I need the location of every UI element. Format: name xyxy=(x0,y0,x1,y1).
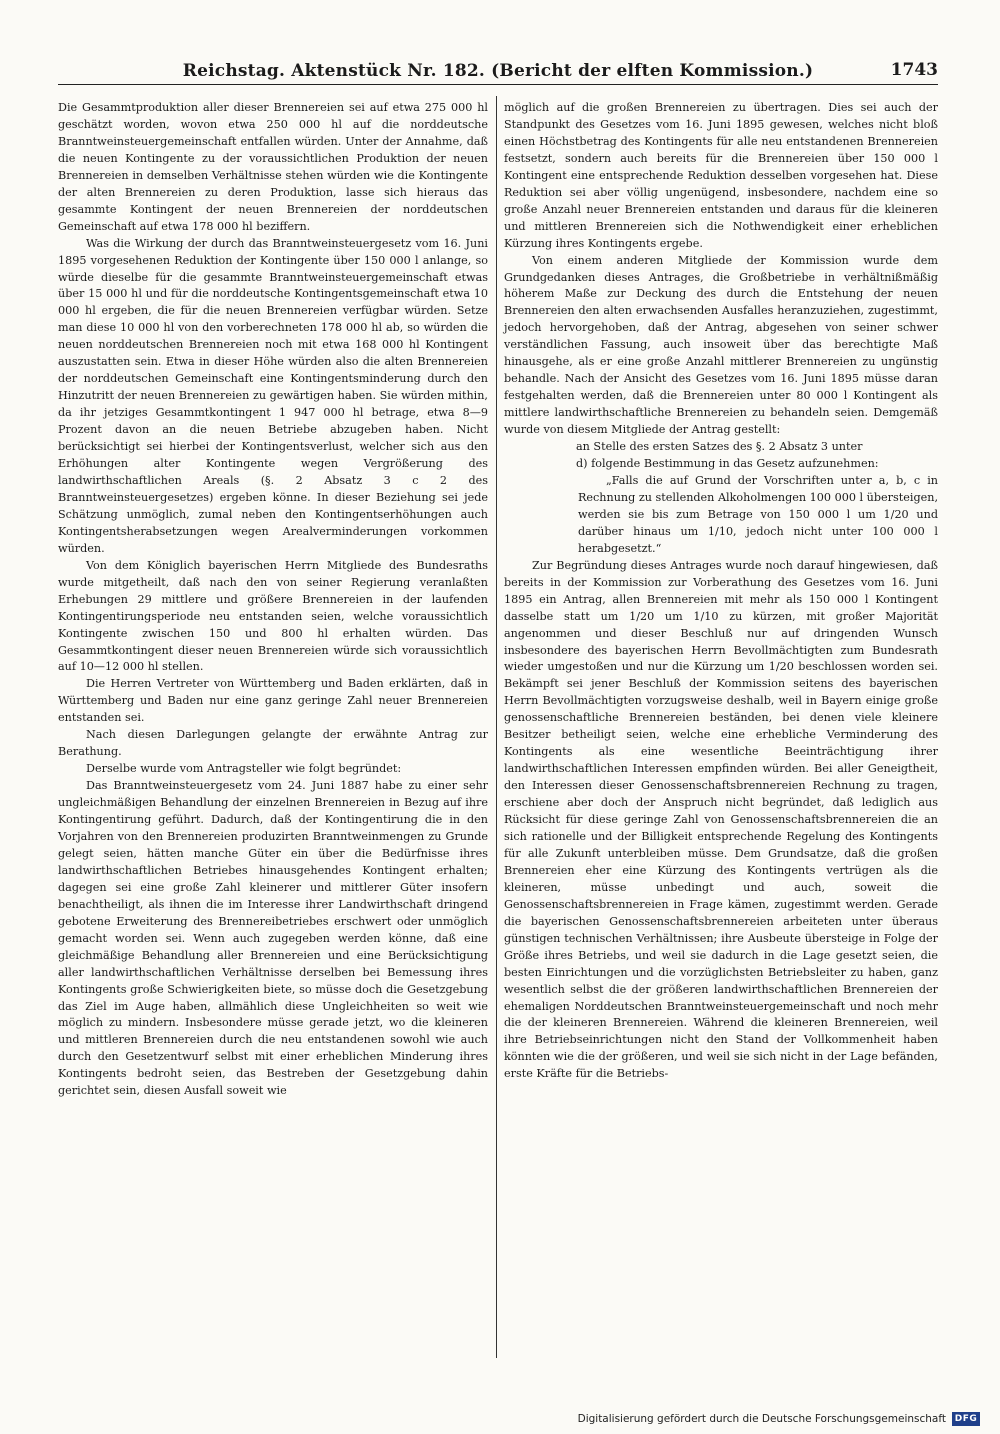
footer-text: Digitalisierung gefördert durch die Deutsche Forschungsgemeinschaft xyxy=(577,1413,946,1425)
page-number: 1743 xyxy=(890,60,938,80)
amendment-line: d) folgende Bestimmung in das Gesetz aufzunehmen: xyxy=(576,457,879,471)
right-column xyxy=(504,100,938,1083)
amendment-line: an Stelle des ersten Satzes des §. 2 Absatz 3 unter xyxy=(576,440,863,454)
paragraph: möglich auf die großen Brennereien zu übertragen. Dies sei auch der Standpunkt des Gesetzes vom 16. Juni 1895 gewesen, welches nicht bloß einen Höchstbetrag des Kontingents für alle neu entstandenen Brennereien festsetzt, sondern auch bereits für die Brennereien über 150 000 l Kontingent eine entsprechende Reduktion desselben vorgesehen hat. Diese Reduktion sei aber völlig ungenügend, insbesondere, nachdem eine so große Anzahl neuer Brennereien entstanden und daraus für die kleineren und mittleren Brennereien sich die Nothwendigkeit einer erheblichen Kürzung ihres Kontingents ergebe. xyxy=(504,101,938,250)
column-divider xyxy=(496,96,497,1358)
amendment-quote: „Falls die auf Grund der Vorschriften unter a, b, c in Rechnung zu stellenden Alkoholmengen 100 000 l übersteigen, werden sie bis zum Betrage von 150 000 l um 1/20 und darüber hinaus um 1/10, jedoch nicht unter 100 000 l herabgesetzt.“ xyxy=(578,473,938,555)
header-title: Reichstag. Aktenstück Nr. 182. (Bericht der elften Kommission.) xyxy=(182,61,814,81)
paragraph: Von dem Königlich bayerischen Herrn Mitgliede des Bundesraths wurde mitgetheilt, daß nach den von seiner Regierung veranlaßten Erhebungen 29 mittlere und größere Brennereien in der laufenden Kontingentirungsperiode neu entstanden seien, welche voraussichtlich Kontingente zwischen 150 und 800 hl erhalten würden. Das Gesammtkontingent dieser neuen Brennereien würde sich voraussichtlich auf 10—12 000 hl stellen. xyxy=(58,558,488,674)
paragraph: Nach diesen Darlegungen gelangte der erwähnte Antrag zur Berathung. xyxy=(58,728,488,759)
paragraph: Zur Begründung dieses Antrages wurde noch darauf hingewiesen, daß bereits in der Kommission zur Vorberathung des Gesetzes vom 16. Juni 1895 ein Antrag, allen Brennereien mit mehr als 150 000 l Kontingent dasselbe statt um 1/20 um 1/10 zu kürzen, mit großer Majorität angenommen und dieser Beschluß nur auf dringenden Wunsch insbesondere des bayerischen Herrn Bevollmächtigten zum Bundesrath wieder umgestoßen und nur die Kürzung um 1/20 beschlossen worden sei. Bekämpft sei jener Beschluß der Kommission seitens des bayerischen Herrn Bevollmächtigten vorzugsweise deshalb, weil in Bayern einige große genossenschaftliche Brennereien beständen, bei denen viele kleinere Besitzer betheiligt seien, welche eine erhebliche Verminderung des Kontingents als eine wesentliche Beeinträchtigung ihrer landwirthschaftlichen Interessen empfinden würden. Bei aller Geneigtheit, den Interessen dieser Genossenschaftsbrennereien Rechnung zu tragen, erschiene aber doch der Anspruch nicht begründet, daß lediglich aus Rücksicht für diese geringe Zahl von Genossenschaftsbrennereien die an sich rationelle und der Billigkeit entsprechende Regelung des Kontingents für alle Zukunft unterbleiben müsse. Dem Grundsatze, daß die großen Brennereien eher eine Kürzung des Kontingents vertrügen als die kleineren, müsse unbedingt und auch, soweit die Genossenschaftsbrennereien in Frage kämen, zugestimmt werden. Gerade die bayerischen Genossenschaftsbrennereien arbeiteten unter überaus günstigen technischen Verhältnissen; ihre Ausbeute übersteige in Folge der Größe ihres Betriebs, und weil sie dadurch in die Lage gesetzt seien, die besten Einrichtungen und die vorzüglichsten Betriebsleiter zu haben, ganz wesentlich selbst die der größeren landwirthschaftlichen Brennereien der ehemaligen Norddeutschen Branntweinsteuergemeinschaft und noch mehr die der kleineren Brennereien. Während die kleineren Brennereien, weil ihre Betriebseinrichtungen nicht den Stand der Vollkommenheit haben könnten wie die der größeren, und weil sie sich nicht in der Lage befänden, erste Kräfte für die Betriebs- xyxy=(504,558,938,1081)
paragraph: Die Herren Vertreter von Württemberg und Baden erklärten, daß in Württemberg und Baden nur eine ganz geringe Zahl neuer Brennereien entstanden sei. xyxy=(58,677,488,725)
paragraph: Was die Wirkung der durch das Branntweinsteuergesetz vom 16. Juni 1895 vorgesehenen Reduktion der Kontingente über 150 000 l anlange, so würde dieselbe für die gesammte Branntweinsteuergemeinschaft etwas über 15 000 hl und für die norddeutsche Kontingentsgemeinschaft etwa 10 000 hl ergeben, die für die neuen Brennereien verfügbar würden. Setze man diese 10 000 hl von den vorberechneten 178 000 hl ab, so würden die neuen norddeutschen Brennereien noch mit etwa 168 000 hl Kontingent auszustatten sein. Etwa in dieser Höhe würden also die alten Brennereien der norddeutschen Gemeinschaft eine Kontingentsminderung durch den Hinzutritt der neuen Brennereien zu gewärtigen haben. Sie würden mithin, da ihr jetziges Gesammtkontingent 1 947 000 hl betrage, etwa 8—9 Prozent davon an die neuen Betriebe abzugeben haben. Nicht berücksichtigt sei hierbei der Kontingentsverlust, welcher sich aus den Erhöhungen alter Kontingente wegen Vergrößerung des landwirthschaftlichen Areals (§. 2 Absatz 3 c 2 des Branntweinsteuergesetzes) ergeben könne. In dieser Beziehung sei jede Schätzung unmöglich, zumal neben den Kontingentserhöhungen auch Kontingentsherabsetzungen wegen Arealverminderungen vorkommen würden. xyxy=(58,236,488,555)
left-column xyxy=(58,100,488,1100)
footer xyxy=(578,1412,980,1426)
paragraph: Von einem anderen Mitgliede der Kommission wurde dem Grundgedanken dieses Antrages, die Großbetriebe in verhältnißmäßig höherem Maße zur Deckung des durch die Entstehung der neuen Brennereien den alten erwachsenden Ausfalles heranzuziehen, zugestimmt, jedoch hervorgehoben, daß der Antrag, abgesehen von seiner schwer verständlichen Fassung, auch insoweit über das berechtigte Maß hinausgehe, als er eine große Anzahl mittlerer Brennereien zu ungünstig behandle. Nach der Ansicht des Gesetzes vom 16. Juni 1895 müsse daran festgehalten werden, daß die Brennereien unter 80 000 l Kontingent als mittlere landwirthschaftliche Brennereien zu behandeln seien. Demgemäß wurde von diesem Mitgliede der Antrag gestellt: xyxy=(504,253,938,437)
paragraph: Die Gesammtproduktion aller dieser Brennereien sei auf etwa 275 000 hl geschätzt worden, wovon etwa 250 000 hl auf die norddeutsche Branntweinsteuergemeinschaft entfallen würden. Unter der Annahme, daß die neuen Kontingente zu der voraussichtlichen Produktion der neuen Brennereien in demselben Verhältnisse stehen würden wie die Kontingente der alten Brennereien zu deren Produktion, lasse sich hieraus das gesammte Kontingent der neuen Brennereien der norddeutschen Gemeinschaft auf etwa 178 000 hl beziffern. xyxy=(58,101,488,233)
paragraph: Das Branntweinsteuergesetz vom 24. Juni 1887 habe zu einer sehr ungleichmäßigen Behandlung der einzelnen Brennereien in Bezug auf ihre Kontingentirung geführt. Dadurch, daß der Kontingentirung die in den Vorjahren von den Brennereien produzirten Branntweinmengen zu Grunde gelegt seien, hätten manche Güter ein über die Bedürfnisse ihres landwirthschaftlichen Betriebes hinausgehendes Kontingent erhalten; dagegen sei eine große Zahl kleinerer und mittlerer Güter insofern benachtheiligt, als ihnen die im Interesse ihrer Landwirthschaft dringend gebotene Erweiterung des Brennereibetriebes erschwert oder unmöglich gemacht worden sei. Wenn auch zugegeben werden könne, daß eine gleichmäßige Behandlung aller Brennereien und eine Berücksichtigung aller landwirthschaftlichen Verhältnisse derselben bei Bemessung ihres Kontingents große Schwierigkeiten biete, so müsse doch die Gesetzgebung das Ziel im Auge haben, allmählich diese Ungleichheiten so weit wie möglich zu mindern. Insbesondere müsse gerade jetzt, wo die kleineren und mittleren Brennereien durch die neu entstandenen sowohl wie auch durch den Gesetzentwurf selbst mit einer erheblichen Minderung ihres Kontingents bedroht seien, das Bestreben der Gesetzgebung dahin gerichtet sein, diesen Ausfall soweit wie xyxy=(58,779,488,1098)
running-header xyxy=(58,58,938,85)
paragraph: Derselbe wurde vom Antragsteller wie folgt begründet: xyxy=(86,762,402,776)
dfg-logo: DFG xyxy=(952,1412,980,1426)
